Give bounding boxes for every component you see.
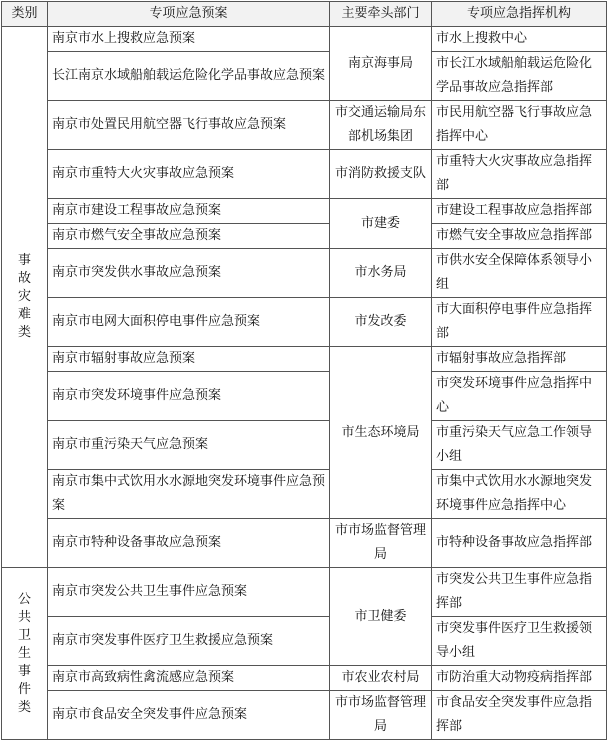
department-cell: 市市场监督管理局 bbox=[330, 519, 432, 568]
plan-cell: 南京市突发事件医疗卫生救援应急预案 bbox=[48, 617, 330, 666]
command-cell: 市供水安全保障体系领导小组 bbox=[432, 249, 607, 298]
header-department: 主要牵头部门 bbox=[330, 2, 432, 27]
plan-cell: 南京市重污染天气应急预案 bbox=[48, 421, 330, 470]
department-cell: 市消防救援支队 bbox=[330, 150, 432, 199]
table-row bbox=[2, 150, 607, 199]
table-row bbox=[2, 27, 607, 52]
command-cell: 市水上搜救中心 bbox=[432, 27, 607, 52]
category-disaster: 事 故 灾 难 类 bbox=[2, 27, 48, 568]
table-row bbox=[2, 666, 607, 691]
header-command: 专项应急指挥机构 bbox=[432, 2, 607, 27]
command-cell: 市集中式饮用水水源地突发环境事件应急指挥中心 bbox=[432, 470, 607, 519]
command-cell: 市防治重大动物疫病指挥部 bbox=[432, 666, 607, 691]
table-row bbox=[2, 298, 607, 347]
department-cell: 市建委 bbox=[330, 199, 432, 249]
plan-cell: 南京市燃气安全事故应急预案 bbox=[48, 224, 330, 249]
command-cell: 市突发环境事件应急指挥中心 bbox=[432, 372, 607, 421]
command-cell: 市民用航空器飞行事故应急指挥中心 bbox=[432, 101, 607, 150]
plan-cell: 南京市集中式饮用水水源地突发环境事件应急预案 bbox=[48, 470, 330, 519]
header-category: 类别 bbox=[2, 2, 48, 27]
header-row bbox=[2, 2, 607, 27]
plan-cell: 南京市食品安全突发事件应急预案 bbox=[48, 691, 330, 740]
table-row bbox=[2, 470, 607, 519]
department-cell: 市发改委 bbox=[330, 298, 432, 347]
plan-cell: 南京市处置民用航空器飞行事故应急预案 bbox=[48, 101, 330, 150]
command-cell: 市重特大火灾事故应急指挥部 bbox=[432, 150, 607, 199]
command-cell: 市重污染天气应急工作领导小组 bbox=[432, 421, 607, 470]
table-row bbox=[2, 519, 607, 568]
department-cell: 南京海事局 bbox=[330, 27, 432, 101]
table-row bbox=[2, 372, 607, 421]
table-row bbox=[2, 568, 607, 617]
command-cell: 市特种设备事故应急指挥部 bbox=[432, 519, 607, 568]
table-row bbox=[2, 421, 607, 470]
table-row bbox=[2, 101, 607, 150]
department-cell: 市交通运输局东部机场集团 bbox=[330, 101, 432, 150]
plan-cell: 南京市特种设备事故应急预案 bbox=[48, 519, 330, 568]
department-cell: 市生态环境局 bbox=[330, 347, 432, 519]
plan-cell: 南京市重特大火灾事故应急预案 bbox=[48, 150, 330, 199]
command-cell: 市建设工程事故应急指挥部 bbox=[432, 199, 607, 224]
table-row bbox=[2, 224, 607, 249]
command-cell: 市大面积停电事件应急指挥部 bbox=[432, 298, 607, 347]
plan-cell: 南京市突发公共卫生事件应急预案 bbox=[48, 568, 330, 617]
plan-cell: 南京市突发供水事故应急预案 bbox=[48, 249, 330, 298]
command-cell: 市突发公共卫生事件应急指挥部 bbox=[432, 568, 607, 617]
table-row bbox=[2, 249, 607, 298]
header-plan: 专项应急预案 bbox=[48, 2, 330, 27]
plan-cell: 南京市电网大面积停电事件应急预案 bbox=[48, 298, 330, 347]
command-cell: 市燃气安全事故应急指挥部 bbox=[432, 224, 607, 249]
command-cell: 市长江水域船舶载运危险化学品事故应急指挥部 bbox=[432, 52, 607, 101]
table-row bbox=[2, 617, 607, 666]
table-row bbox=[2, 347, 607, 372]
department-cell: 市卫健委 bbox=[330, 568, 432, 666]
plan-cell: 南京市高致病性禽流感应急预案 bbox=[48, 666, 330, 691]
department-cell: 市市场监督管理局 bbox=[330, 691, 432, 740]
command-cell: 市食品安全突发事件应急指挥部 bbox=[432, 691, 607, 740]
plan-cell: 南京市突发环境事件应急预案 bbox=[48, 372, 330, 421]
plan-cell: 长江南京水域船舶载运危险化学品事故应急预案 bbox=[48, 52, 330, 101]
command-cell: 市突发事件医疗卫生救援领导小组 bbox=[432, 617, 607, 666]
plan-cell: 南京市水上搜救应急预案 bbox=[48, 27, 330, 52]
plan-cell: 南京市建设工程事故应急预案 bbox=[48, 199, 330, 224]
plan-cell: 南京市辐射事故应急预案 bbox=[48, 347, 330, 372]
table-row bbox=[2, 691, 607, 740]
category-public-health: 公 共 卫 生 事 件 类 bbox=[2, 568, 48, 740]
department-cell: 市水务局 bbox=[330, 249, 432, 298]
emergency-plan-table bbox=[1, 1, 607, 740]
table-row bbox=[2, 199, 607, 224]
department-cell: 市农业农村局 bbox=[330, 666, 432, 691]
table-row bbox=[2, 52, 607, 101]
command-cell: 市辐射事故应急指挥部 bbox=[432, 347, 607, 372]
